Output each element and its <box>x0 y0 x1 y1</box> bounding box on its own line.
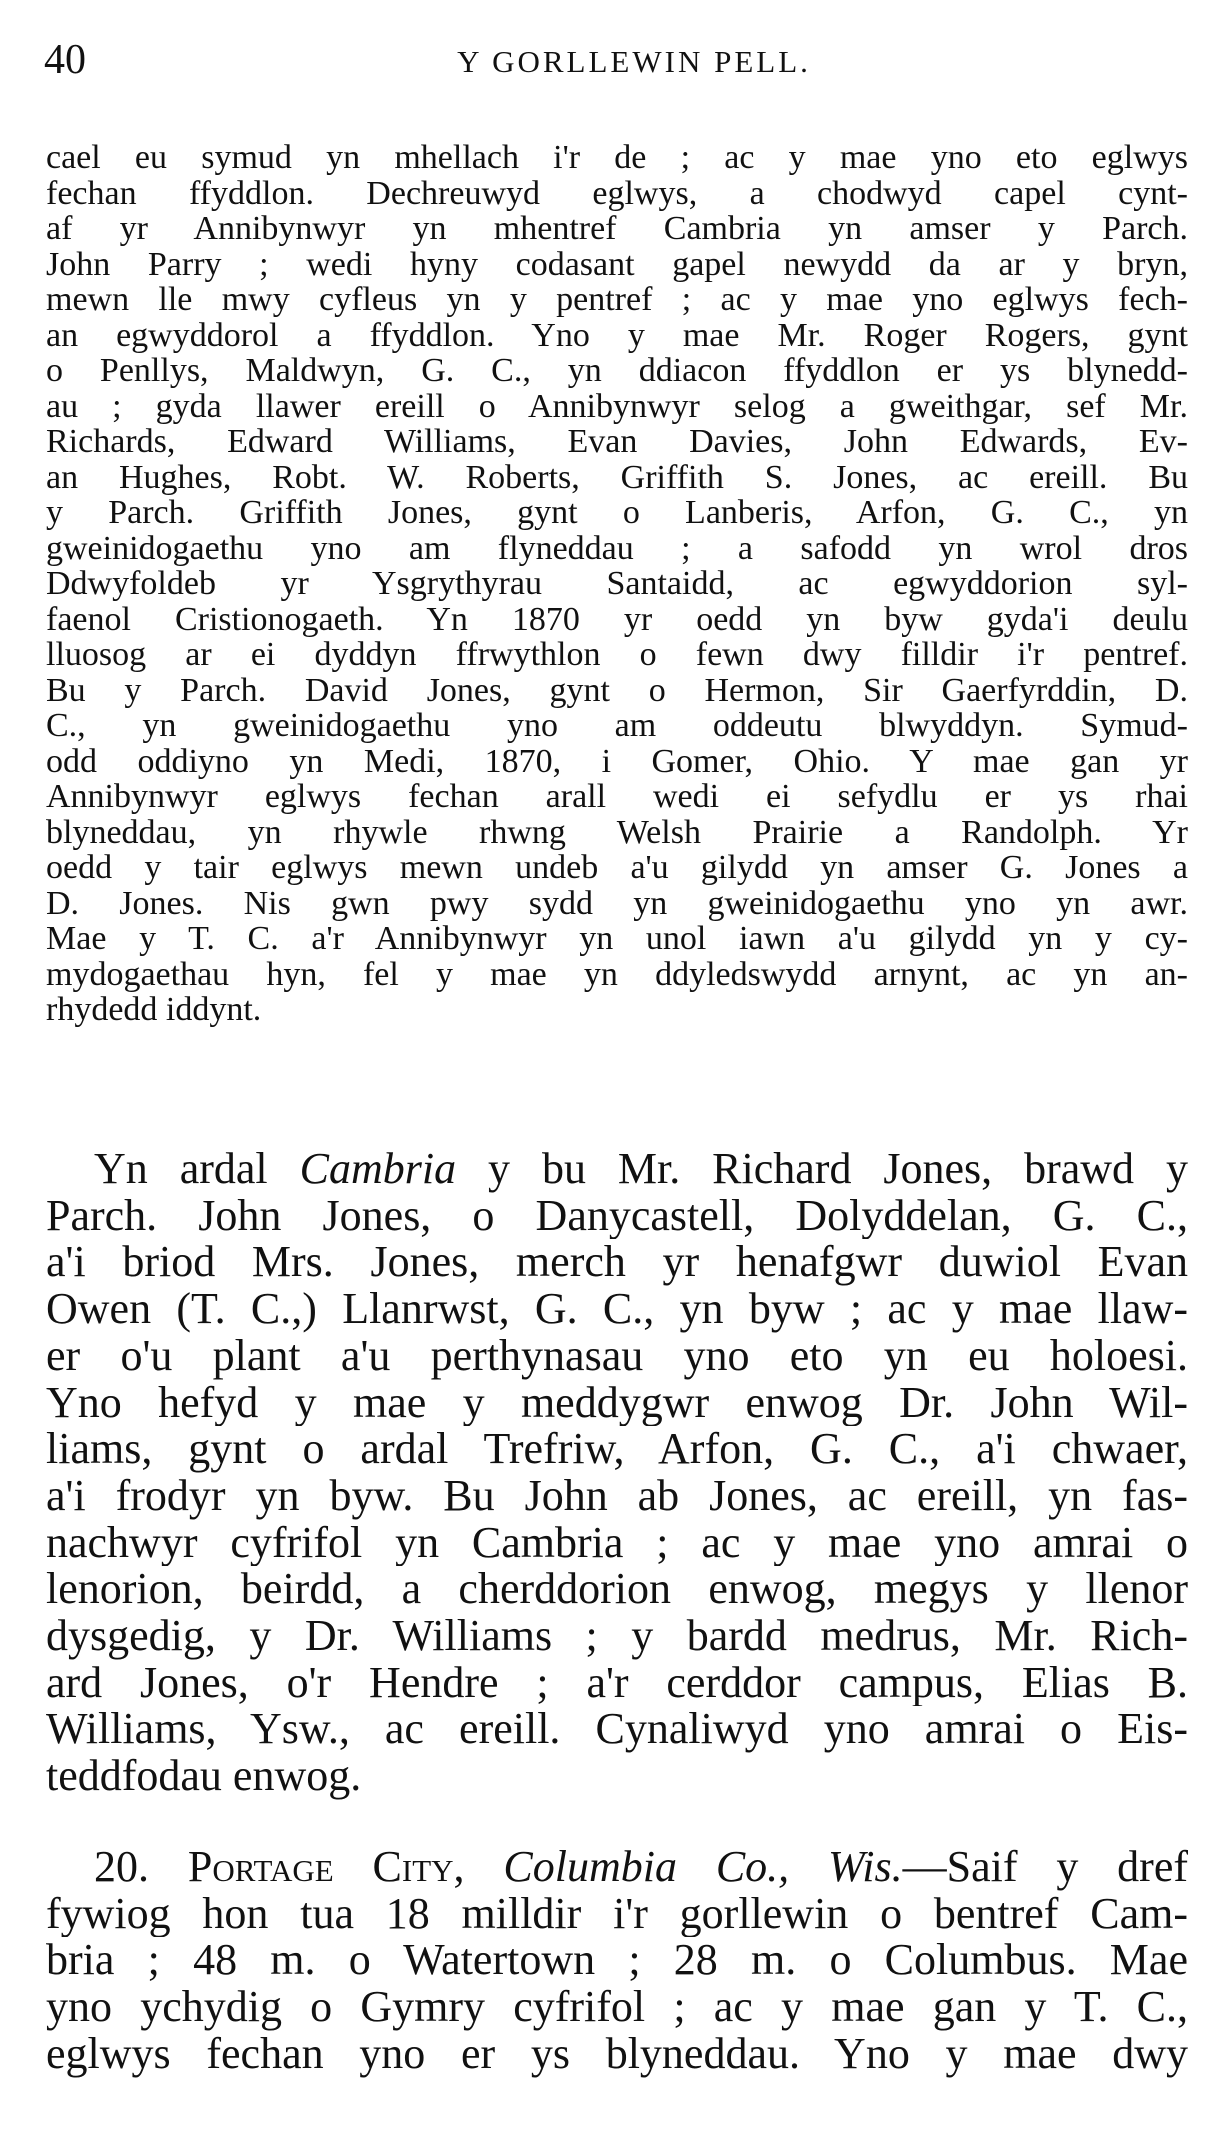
text-line: af yr Annibynwyr yn mhentref Cambria yn amser y Parch. <box>46 211 1188 247</box>
text-line: C., yn gweinidogaethu yno am oddeutu blwyddyn. Symud- <box>46 708 1188 744</box>
text-line: 20. Portage City, Columbia Co., Wis.—Saif y dref <box>94 1844 1188 1891</box>
text-line: er o'u plant a'u perthynasau yno eto yn eu holoesi. <box>46 1332 1188 1380</box>
text-line: lluosog ar ei dyddyn ffrwythlon o fewn dwy filldir i'r pentref. <box>46 637 1188 673</box>
text-line: rhydedd iddynt. <box>46 992 262 1028</box>
text-line: oedd y tair eglwys mewn undeb a'u gilydd yn amser G. Jones a <box>46 850 1188 886</box>
text-line: o Penllys, Maldwyn, G. C., yn ddiacon ffyddlon er ys blynedd- <box>46 353 1188 389</box>
text-line: eglwys fechan yno er ys blyneddau. Yno y mae dwy <box>46 2030 1188 2078</box>
text-line: Yn ardal Cambria y bu Mr. Richard Jones, brawd y <box>94 1146 1188 1193</box>
running-title: Y GORLLEWIN PELL. <box>457 44 811 79</box>
text-line: Richards, Edward Williams, Evan Davies, John Edwards, Ev- <box>46 424 1188 460</box>
county-italic: Columbia Co., Wis. <box>503 1844 903 1891</box>
text-line: an egwyddorol a ffyddlon. Yno y mae Mr. Roger Rogers, gynt <box>46 317 1188 353</box>
section-number: 20. <box>94 1844 188 1891</box>
text-line: mydogaethau hyn, fel y mae yn ddyledswydd arnynt, ac yn an- <box>46 956 1188 992</box>
text-line: y Parch. Griffith Jones, gynt o Lanberis, Arfon, G. C., yn <box>46 495 1188 531</box>
text-line: liams, gynt o ardal Trefriw, Arfon, G. C., a'i chwaer, <box>46 1426 1188 1473</box>
text-line: teddfodau enwog. <box>46 1753 362 1800</box>
text-line: Mae y T. C. a'r Annibynwyr yn unol iawn a'u gilydd yn y cy- <box>46 921 1188 957</box>
text-line: odd oddiyno yn Medi, 1870, i Gomer, Ohio. Y mae gan yr <box>46 743 1188 779</box>
place-name-smallcaps: Portage City <box>187 1844 454 1891</box>
text-line: nachwyr cyfrifol yn Cambria ; ac y mae yno amrai o <box>46 1519 1188 1567</box>
text-line: gweinidogaethu yno am flyneddau ; a safodd yn wrol dros <box>46 530 1188 566</box>
text-line: Williams, Ysw., ac ereill. Cynaliwyd yno amrai o Eis- <box>46 1706 1188 1754</box>
paragraph-cambria <box>46 1146 1188 1800</box>
text-line: bria ; 48 m. o Watertown ; 28 m. o Columbus. Mae <box>46 1937 1188 1985</box>
paragraph-portage-city <box>46 1844 1188 2078</box>
place-name-italic: Cambria <box>299 1146 457 1193</box>
text-line: Parch. John Jones, o Danycastell, Dolyddelan, G. C., <box>46 1192 1188 1240</box>
text-line: a'i briod Mrs. Jones, merch yr henafgwr duwiol Evan <box>46 1239 1188 1287</box>
text-line: John Parry ; wedi hyny codasant gapel newydd da ar y bryn, <box>46 246 1188 282</box>
text-line: cael eu symud yn mhellach i'r de ; ac y mae yno eto eglwys <box>46 140 1188 176</box>
text-line: Owen (T. C.,) Llanrwst, G. C., yn byw ; ac y mae llaw- <box>46 1286 1188 1333</box>
text-line: mewn lle mwy cyfleus yn y pentref ; ac y mae yno eglwys fech- <box>46 282 1188 318</box>
text-line: D. Jones. Nis gwn pwy sydd yn gweinidogaethu yno yn awr. <box>46 885 1188 921</box>
text-line: faenol Cristionogaeth. Yn 1870 yr oedd yn byw gyda'i deulu <box>46 601 1188 637</box>
text-line: Bu y Parch. David Jones, gynt o Hermon, Sir Gaerfyrddin, D. <box>46 672 1188 708</box>
text-line: lenorion, beirdd, a cherddorion enwog, megys y llenor <box>46 1566 1188 1614</box>
text-line: dysgedig, y Dr. Williams ; y bardd medrus, Mr. Rich- <box>46 1613 1188 1660</box>
text-line: Annibynwyr eglwys fechan arall wedi ei sefydlu er ys rhai <box>46 779 1188 815</box>
text-line: fechan ffyddlon. Dechreuwyd eglwys, a chodwyd capel cynt- <box>46 175 1188 211</box>
text-line: yno ychydig o Gymry cyfrifol ; ac y mae gan y T. C., <box>46 1984 1188 2031</box>
text-line: fywiog hon tua 18 milldir i'r gorllewin o bentref Cam- <box>46 1890 1188 1938</box>
text-line: Ddwyfoldeb yr Ysgrythyrau Santaidd, ac egwyddorion syl- <box>46 566 1188 602</box>
text-line: au ; gyda llawer ereill o Annibynwyr selog a gweithgar, sef Mr. <box>46 388 1188 424</box>
page-number: 40 <box>44 37 86 83</box>
text-line: an Hughes, Robt. W. Roberts, Griffith S. Jones, ac ereill. Bu <box>46 459 1188 495</box>
page-header <box>44 36 1184 96</box>
text-line: a'i frodyr yn byw. Bu John ab Jones, ac ereill, yn fas- <box>46 1472 1188 1520</box>
text-line: blyneddau, yn rhywle rhwng Welsh Prairie a Randolph. Yr <box>46 814 1188 850</box>
paragraph-small-type <box>46 140 1188 1028</box>
text-line: Yno hefyd y mae y meddygwr enwog Dr. John Wil- <box>46 1379 1188 1427</box>
text-line: ard Jones, o'r Hendre ; a'r cerddor campus, Elias B. <box>46 1659 1188 1707</box>
